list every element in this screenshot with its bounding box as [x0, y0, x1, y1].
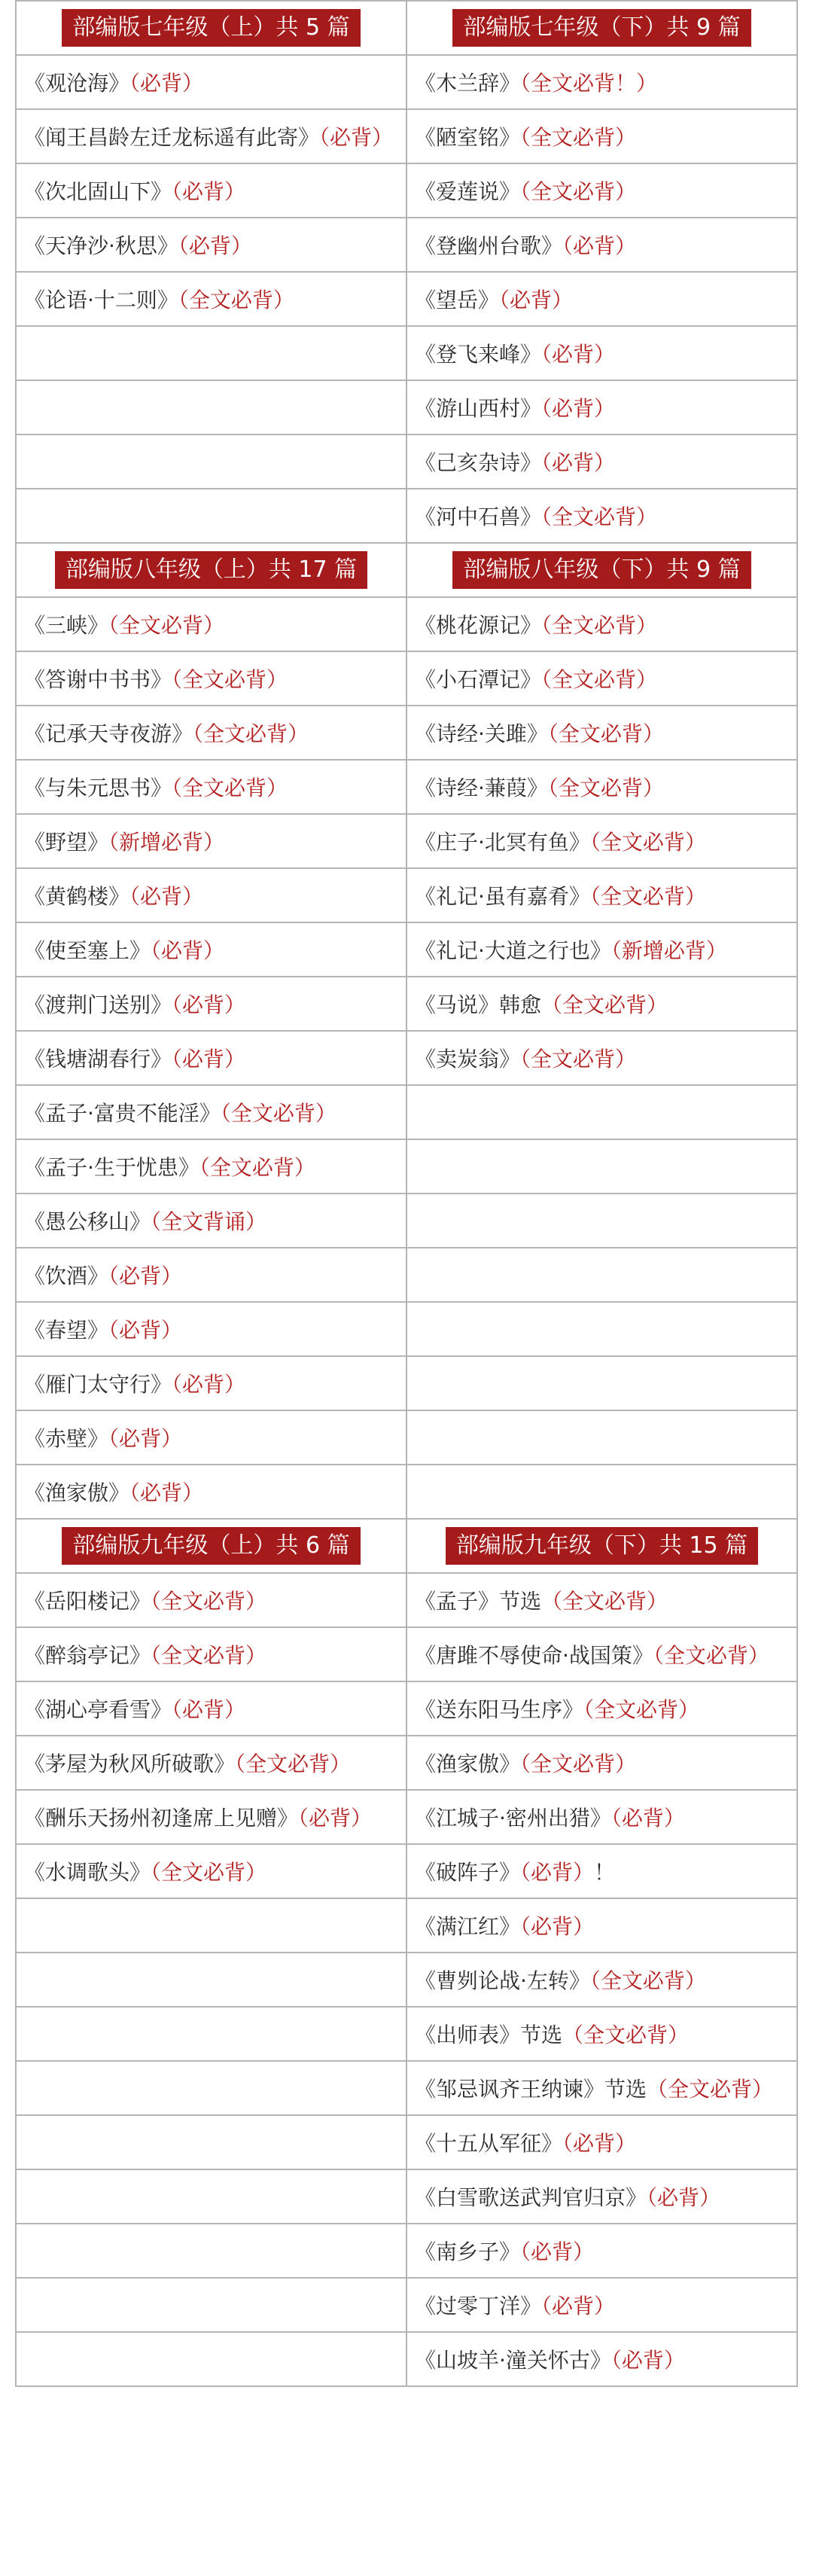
recitation-note: （全文必背） — [151, 1589, 267, 1614]
poem-cell — [16, 706, 406, 760]
recitation-note: （必背） — [108, 1318, 183, 1343]
recitation-note: （新增必背） — [611, 938, 727, 963]
poem-title: 《江城子·密州出猎》 — [415, 1806, 611, 1831]
poem-cell — [406, 814, 797, 868]
poem-cell — [16, 1898, 406, 1953]
poem-title: 《桃花源记》 — [415, 613, 542, 638]
poem-cell — [16, 597, 406, 651]
poem-title: 《游山西村》 — [415, 396, 542, 421]
poem-cell — [406, 922, 797, 977]
recitation-note: （必背） — [172, 1697, 246, 1722]
table-row — [16, 1790, 797, 1844]
poem-cell — [16, 814, 406, 868]
poem-cell — [16, 2007, 406, 2061]
recitation-note: （全文必背） — [562, 2023, 690, 2047]
recitation-note: （全文必背） — [520, 125, 637, 150]
grade-header-row — [16, 543, 797, 597]
poem-cell — [16, 1248, 406, 1302]
table-row — [16, 1681, 797, 1736]
poem-cell — [406, 1410, 797, 1465]
recitation-note: （必背） — [499, 288, 574, 312]
poem-title: 《与朱元思书》 — [24, 776, 172, 800]
grade-header-label: 部编版八年级（下）共 9 篇 — [452, 551, 751, 589]
poem-cell — [16, 109, 406, 163]
poem-title: 《水调歌头》 — [24, 1860, 151, 1885]
table-row — [16, 489, 797, 543]
table-row — [16, 163, 797, 218]
poem-cell — [16, 1193, 406, 1248]
poem-title: 《小石潭记》 — [415, 667, 542, 692]
poem-cell — [16, 55, 406, 109]
poem-title: 《孟子·富贵不能淫》 — [24, 1101, 221, 1126]
poem-title: 《论语·十二则》 — [24, 288, 178, 312]
table-row — [16, 2115, 797, 2169]
poem-title: 《渡荆门送别》 — [24, 992, 172, 1017]
poem-title: 《破阵子》 — [415, 1860, 521, 1885]
poem-cell — [16, 272, 406, 326]
poem-title: 《孟子·生于忧患》 — [24, 1155, 199, 1180]
poem-cell — [406, 2007, 797, 2061]
poem-cell — [16, 1627, 406, 1681]
recitation-note: （全文必背） — [589, 884, 706, 909]
poem-title: 《愚公移山》 — [24, 1209, 151, 1234]
recitation-note: （全文必背） — [220, 1101, 336, 1126]
grade-header-row — [16, 1, 797, 55]
poem-cell — [406, 1356, 797, 1410]
poem-title: 《渔家傲》 — [24, 1480, 130, 1505]
poem-cell — [406, 1573, 797, 1627]
table-row — [16, 706, 797, 760]
grade-header-cell — [406, 543, 797, 597]
recitation-note: （全文必背） — [541, 505, 658, 529]
poem-title: 《岳阳楼记》 — [24, 1589, 151, 1614]
table-row — [16, 55, 797, 109]
emphasis-mark: ！ — [594, 1860, 616, 1885]
poem-cell — [16, 1681, 406, 1736]
recitation-note: （全文必背） — [541, 613, 658, 638]
poem-title: 《诗经·蒹葭》 — [415, 776, 548, 800]
table-row — [16, 326, 797, 380]
poem-cell — [406, 2169, 797, 2224]
poem-title: 《茅屋为秋风所破歌》 — [24, 1751, 236, 1776]
poem-cell — [16, 1356, 406, 1410]
recitation-note: （必背） — [108, 1426, 183, 1451]
poem-cell — [16, 2169, 406, 2224]
poem-cell — [16, 2278, 406, 2332]
recitation-note: （必背） — [172, 1047, 246, 1072]
table-row — [16, 1248, 797, 1302]
poem-title: 《天净沙·秋思》 — [24, 233, 178, 258]
poem-title: 《三峡》 — [24, 613, 109, 638]
recitation-note: （全文必背） — [172, 776, 288, 800]
poem-cell — [406, 2115, 797, 2169]
recitation-note: （必背） — [541, 2294, 616, 2318]
poem-cell — [406, 326, 797, 380]
poem-cell — [406, 2061, 797, 2115]
recitation-note: （全文必背） — [520, 179, 637, 204]
recitation-note: （必背） — [151, 938, 225, 963]
recitation-note: （必背） — [298, 1806, 373, 1831]
poem-title: 《邹忌讽齐王纳谏》节选 — [415, 2077, 647, 2102]
grade-header-label: 部编版八年级（上）共 17 篇 — [55, 551, 367, 589]
poem-cell — [406, 2332, 797, 2386]
grade-header-label: 部编版九年级（下）共 15 篇 — [446, 1527, 758, 1565]
table-row — [16, 1844, 797, 1898]
poem-cell — [16, 1085, 406, 1139]
poem-cell — [406, 55, 797, 109]
poem-title: 《诗经·关雎》 — [415, 721, 548, 746]
table-row — [16, 109, 797, 163]
poem-title: 《闻王昌龄左迁龙标遥有此寄》 — [24, 125, 320, 150]
table-row — [16, 1898, 797, 1953]
poem-title: 《礼记·虽有嘉肴》 — [415, 884, 590, 909]
poem-cell — [406, 1031, 797, 1085]
recitation-note: （全文必背） — [151, 1860, 267, 1885]
recitation-note: （全文必背） — [199, 1155, 315, 1180]
poem-cell — [16, 1953, 406, 2007]
poem-cell — [16, 218, 406, 272]
recitation-note: （必背） — [611, 1806, 685, 1831]
poem-cell — [16, 760, 406, 814]
poem-cell — [406, 489, 797, 543]
recitation-note: （全文必背） — [547, 776, 664, 800]
poem-title: 《满江红》 — [415, 1914, 521, 1939]
poem-cell — [406, 1627, 797, 1681]
recitation-note: （必背） — [541, 450, 616, 475]
poem-cell — [406, 1736, 797, 1790]
recitation-note: （全文必背） — [541, 667, 658, 692]
poem-table — [15, 0, 798, 2387]
poem-title: 《黄鹤楼》 — [24, 884, 130, 909]
poem-title: 《钱塘湖春行》 — [24, 1047, 172, 1072]
recitation-note: （必背） — [129, 884, 204, 909]
poem-cell — [406, 977, 797, 1031]
recitation-note: （全文必背） — [235, 1751, 352, 1776]
poem-cell — [16, 163, 406, 218]
poem-cell — [16, 868, 406, 922]
table-row — [16, 1573, 797, 1627]
table-row — [16, 814, 797, 868]
poem-cell — [406, 1953, 797, 2007]
poem-cell — [16, 489, 406, 543]
poem-title: 《孟子》节选 — [415, 1589, 542, 1614]
poem-title: 《次北固山下》 — [24, 179, 172, 204]
poem-title: 《山坡羊·潼关怀古》 — [415, 2348, 611, 2373]
table-row — [16, 434, 797, 489]
poem-title: 《送东阳马生序》 — [415, 1697, 584, 1722]
poem-title: 《南乡子》 — [415, 2239, 521, 2264]
recitation-note: （必背） — [647, 2185, 721, 2210]
poem-cell — [406, 1465, 797, 1519]
poem-cell — [406, 109, 797, 163]
table-row — [16, 2169, 797, 2224]
recitation-note: （全文必背） — [653, 1643, 769, 1668]
table-row — [16, 1627, 797, 1681]
poem-title: 《使至塞上》 — [24, 938, 151, 963]
grade-header-cell — [406, 1519, 797, 1573]
poem-title: 《望岳》 — [415, 288, 500, 312]
poem-title: 《野望》 — [24, 830, 109, 855]
poem-title: 《卖炭翁》 — [415, 1047, 521, 1072]
recitation-note: （必背） — [541, 396, 616, 421]
poem-cell — [406, 1844, 797, 1898]
table-row — [16, 1193, 797, 1248]
table-row — [16, 760, 797, 814]
recitation-note: （全文必背） — [541, 1589, 668, 1614]
poem-cell — [406, 1248, 797, 1302]
poem-cell — [406, 218, 797, 272]
poem-cell — [16, 380, 406, 434]
grade-header-row — [16, 1519, 797, 1573]
grade-header-label: 部编版七年级（下）共 9 篇 — [452, 9, 751, 47]
recitation-note: （必背） — [562, 2131, 637, 2156]
table-row — [16, 2332, 797, 2386]
poem-title: 《赤壁》 — [24, 1426, 109, 1451]
poem-cell — [16, 1139, 406, 1193]
table-row — [16, 1410, 797, 1465]
poem-cell — [406, 760, 797, 814]
table-row — [16, 1085, 797, 1139]
poem-cell — [406, 1790, 797, 1844]
recitation-note: （必背） — [520, 1860, 595, 1885]
poem-cell — [16, 1465, 406, 1519]
poem-cell — [16, 1844, 406, 1898]
poem-cell — [406, 2278, 797, 2332]
poem-title: 《登飞来峰》 — [415, 342, 542, 367]
poem-cell — [16, 977, 406, 1031]
grade-header-cell — [16, 1519, 406, 1573]
recitation-note: （必背） — [178, 233, 252, 258]
recitation-note: （全文必背） — [178, 288, 294, 312]
poem-cell — [406, 1193, 797, 1248]
poem-title: 《唐雎不辱使命·战国策》 — [415, 1643, 653, 1668]
table-row — [16, 1031, 797, 1085]
poem-title: 《酬乐天扬州初逢席上见赠》 — [24, 1806, 299, 1831]
recitation-note: （必背） — [541, 342, 616, 367]
poem-cell — [16, 326, 406, 380]
poem-cell — [16, 651, 406, 706]
recitation-note: （必背） — [319, 125, 394, 150]
poem-cell — [16, 2061, 406, 2115]
recitation-note: （全文必背） — [541, 992, 668, 1017]
recitation-note: （全文必背） — [589, 830, 706, 855]
poem-title: 《醉翁亭记》 — [24, 1643, 151, 1668]
poem-title: 《出师表》节选 — [415, 2023, 563, 2047]
recitation-note: （全文必背） — [193, 721, 309, 746]
poem-title: 《观沧海》 — [24, 71, 130, 96]
recitation-note: （必背） — [108, 1264, 183, 1288]
poem-title: 《曹刿论战·左转》 — [415, 1968, 590, 1993]
poem-cell — [16, 922, 406, 977]
table-row — [16, 1139, 797, 1193]
recitation-note: （必背） — [172, 992, 246, 1017]
table-row — [16, 868, 797, 922]
poem-cell — [16, 1573, 406, 1627]
poem-title: 《饮酒》 — [24, 1264, 109, 1288]
table-row — [16, 1953, 797, 2007]
poem-cell — [16, 1031, 406, 1085]
poem-title: 《十五从军征》 — [415, 2131, 563, 2156]
poem-cell — [406, 272, 797, 326]
poem-cell — [16, 1410, 406, 1465]
recitation-note: （全文必背） — [172, 667, 288, 692]
poem-title: 《记承天寺夜游》 — [24, 721, 193, 746]
table-row — [16, 380, 797, 434]
table-row — [16, 1356, 797, 1410]
recitation-note: （全文必背） — [108, 613, 225, 638]
poem-cell — [406, 2224, 797, 2278]
table-row — [16, 1465, 797, 1519]
table-row — [16, 651, 797, 706]
table-row — [16, 1302, 797, 1356]
recitation-note: （全文必背！） — [520, 71, 658, 96]
poem-cell — [406, 706, 797, 760]
table-row — [16, 1736, 797, 1790]
poem-title: 《河中石兽》 — [415, 505, 542, 529]
recitation-note: （全文必背） — [520, 1047, 637, 1072]
grade-header-label: 部编版九年级（上）共 6 篇 — [62, 1527, 360, 1565]
poem-title: 《马说》韩愈 — [415, 992, 542, 1017]
poem-title: 《己亥杂诗》 — [415, 450, 542, 475]
recitation-note: （全文必背） — [583, 1697, 700, 1722]
table-row — [16, 218, 797, 272]
poem-cell — [406, 651, 797, 706]
table-row — [16, 2278, 797, 2332]
poem-cell — [406, 1139, 797, 1193]
poem-title: 《雁门太守行》 — [24, 1372, 172, 1397]
poem-title: 《答谢中书书》 — [24, 667, 172, 692]
recitation-note: （全文必背） — [589, 1968, 706, 1993]
poem-title: 《爱莲说》 — [415, 179, 521, 204]
poem-title: 《陋室铭》 — [415, 125, 521, 150]
recitation-note: （全文必背） — [520, 1751, 637, 1776]
recitation-note: （必背） — [520, 2239, 595, 2264]
table-row — [16, 272, 797, 326]
poem-cell — [16, 1736, 406, 1790]
grade-header-cell — [406, 1, 797, 55]
grade-header-cell — [16, 1, 406, 55]
recitation-note: （全文必背） — [647, 2077, 774, 2102]
poem-title: 《春望》 — [24, 1318, 109, 1343]
poem-title: 《庄子·北冥有鱼》 — [415, 830, 590, 855]
poem-cell — [406, 434, 797, 489]
poem-cell — [406, 597, 797, 651]
recitation-note: （必背） — [172, 1372, 246, 1397]
poem-cell — [16, 1302, 406, 1356]
recitation-note: （必背） — [611, 2348, 685, 2373]
table-row — [16, 597, 797, 651]
table-row — [16, 977, 797, 1031]
poem-cell — [16, 2224, 406, 2278]
recitation-note: （新增必背） — [108, 830, 225, 855]
poem-cell — [16, 434, 406, 489]
poem-cell — [16, 1790, 406, 1844]
poem-cell — [406, 1302, 797, 1356]
poem-cell — [406, 1898, 797, 1953]
poem-cell — [16, 2332, 406, 2386]
recitation-note: （必背） — [562, 233, 637, 258]
poem-title: 《渔家傲》 — [415, 1751, 521, 1776]
poem-title: 《白雪歌送武判官归京》 — [415, 2185, 647, 2210]
recitation-note: （必背） — [129, 1480, 204, 1505]
poem-cell — [16, 2115, 406, 2169]
recitation-note: （必背） — [172, 179, 246, 204]
poem-title: 《木兰辞》 — [415, 71, 521, 96]
table-row — [16, 2061, 797, 2115]
poem-title: 《湖心亭看雪》 — [24, 1697, 172, 1722]
table-row — [16, 2224, 797, 2278]
table-row — [16, 2007, 797, 2061]
recitation-note: （全文必背） — [151, 1643, 267, 1668]
grade-header-cell — [16, 543, 406, 597]
table-row — [16, 922, 797, 977]
poem-cell — [406, 380, 797, 434]
poem-title: 《礼记·大道之行也》 — [415, 938, 611, 963]
grade-header-label: 部编版七年级（上）共 5 篇 — [62, 9, 360, 47]
poem-cell — [406, 1085, 797, 1139]
recitation-note: （全文必背） — [547, 721, 664, 746]
poem-cell — [406, 868, 797, 922]
recitation-note: （全文背诵） — [151, 1209, 267, 1234]
recitation-note: （必背） — [520, 1914, 595, 1939]
poem-cell — [406, 163, 797, 218]
poem-cell — [406, 1681, 797, 1736]
poem-title: 《过零丁洋》 — [415, 2294, 542, 2318]
recitation-note: （必背） — [129, 71, 204, 96]
poem-title: 《登幽州台歌》 — [415, 233, 563, 258]
